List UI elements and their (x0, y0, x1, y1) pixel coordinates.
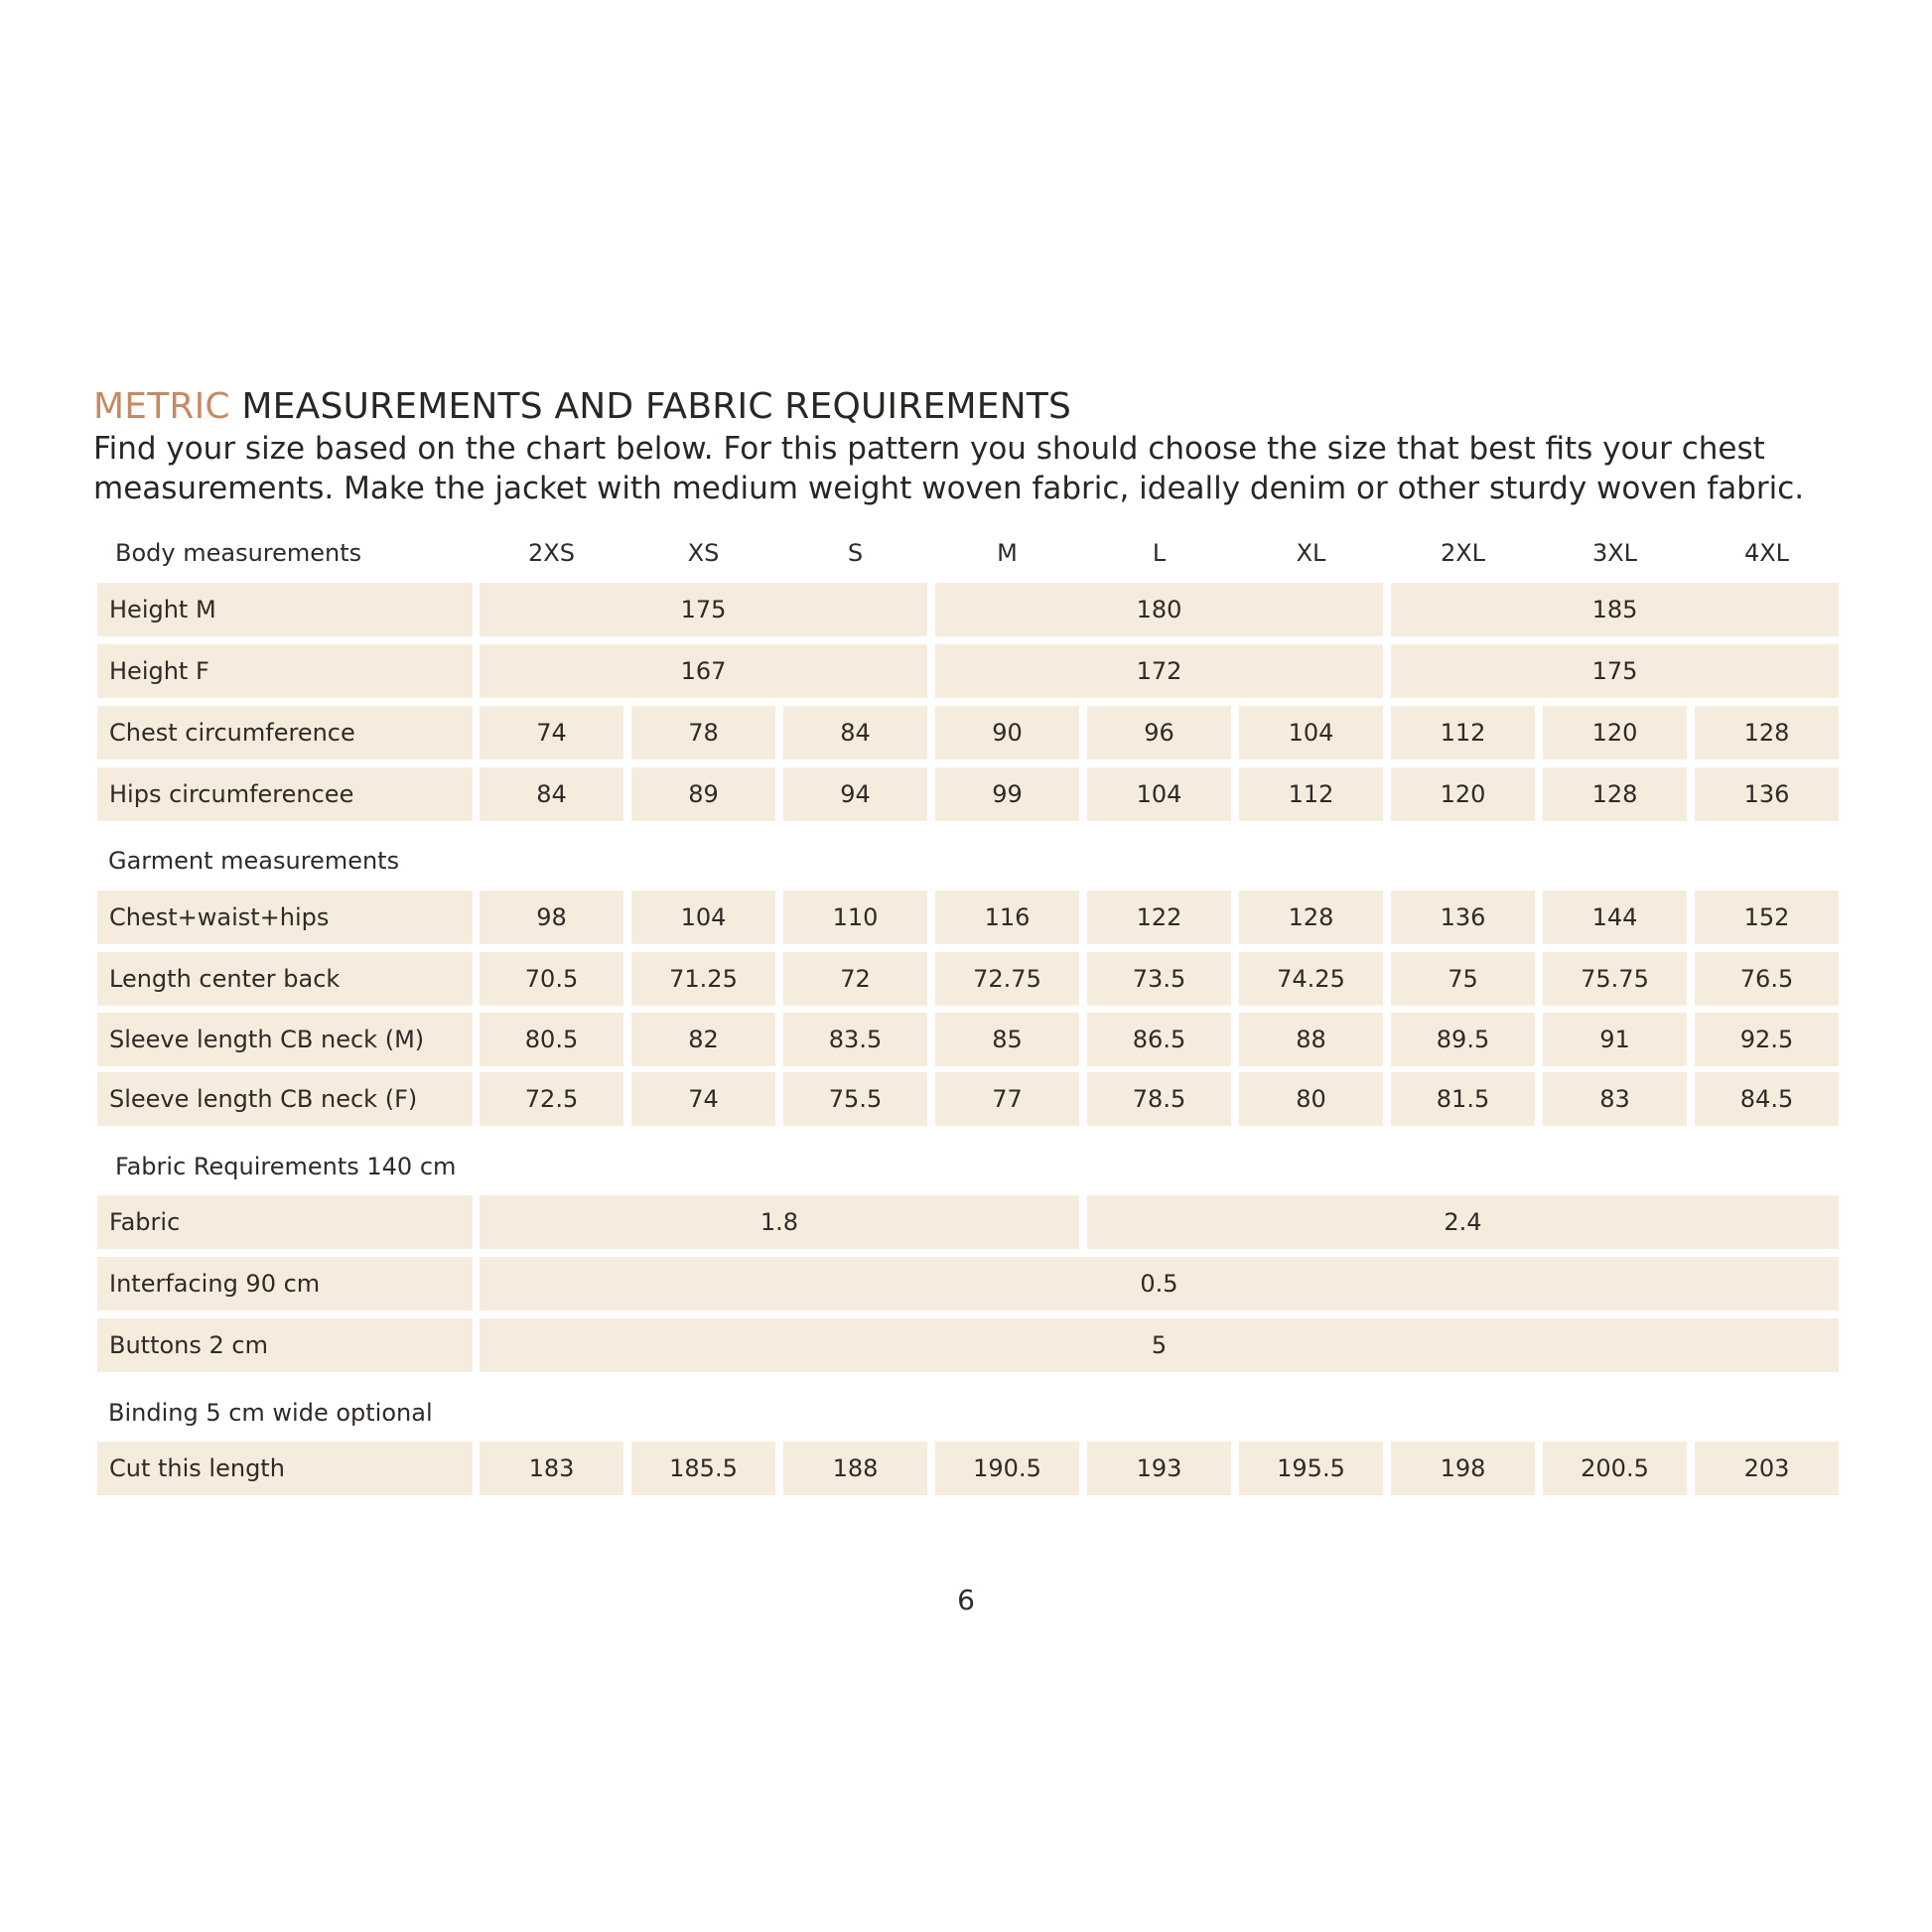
row-label-length-center-back: Length center back (97, 952, 473, 1006)
table-cell: 88 (1239, 1013, 1383, 1066)
table-cell: 175 (480, 583, 927, 636)
table-cell: 83 (1543, 1072, 1687, 1126)
row-label-buttons-2-cm: Buttons 2 cm (97, 1318, 473, 1372)
table-cell: 128 (1695, 706, 1839, 759)
section-heading-body: Body measurements (115, 539, 362, 567)
table-cell: 81.5 (1391, 1072, 1535, 1126)
table-cell: 5 (480, 1318, 1839, 1372)
table-cell: 75.5 (783, 1072, 927, 1126)
table-cell: 144 (1543, 891, 1687, 944)
table-cell: 120 (1543, 706, 1687, 759)
section-heading-garment: Garment measurements (108, 847, 400, 875)
row-label-cut-this-length: Cut this length (97, 1442, 473, 1495)
row-label-height-f: Height F (97, 644, 473, 698)
row-label-chest-circumference: Chest circumference (97, 706, 473, 759)
table-cell: 188 (783, 1442, 927, 1495)
intro-paragraph (93, 429, 1861, 508)
size-header-4xl: 4XL (1743, 539, 1790, 567)
table-cell: 112 (1391, 706, 1535, 759)
table-cell: 78 (631, 706, 775, 759)
table-cell: 128 (1239, 891, 1383, 944)
table-cell: 1.8 (480, 1195, 1079, 1249)
table-cell: 195.5 (1239, 1442, 1383, 1495)
table-cell: 71.25 (631, 952, 775, 1006)
table-cell: 180 (935, 583, 1383, 636)
table-cell: 89.5 (1391, 1013, 1535, 1066)
table-cell: 75 (1391, 952, 1535, 1006)
row-label-chest-waist-hips: Chest+waist+hips (97, 891, 473, 944)
table-cell: 96 (1087, 706, 1231, 759)
table-cell: 2.4 (1087, 1195, 1839, 1249)
row-label-sleeve-length-cb-neck-f: Sleeve length CB neck (F) (97, 1072, 473, 1126)
size-header-xs: XS (687, 539, 720, 567)
table-cell: 74.25 (1239, 952, 1383, 1006)
size-header-l: L (1152, 539, 1167, 567)
table-cell: 136 (1695, 767, 1839, 821)
table-cell: 167 (480, 644, 927, 698)
table-cell: 104 (1239, 706, 1383, 759)
table-cell: 120 (1391, 767, 1535, 821)
table-cell: 203 (1695, 1442, 1839, 1495)
size-header-2xl: 2XL (1440, 539, 1486, 567)
table-cell: 128 (1543, 767, 1687, 821)
row-label-interfacing-90-cm: Interfacing 90 cm (97, 1257, 473, 1311)
section-heading-binding: Binding 5 cm wide optional (108, 1399, 433, 1427)
table-cell: 104 (631, 891, 775, 944)
table-cell: 84.5 (1695, 1072, 1839, 1126)
table-cell: 91 (1543, 1013, 1687, 1066)
table-cell: 190.5 (935, 1442, 1079, 1495)
table-cell: 94 (783, 767, 927, 821)
page-title (93, 385, 1071, 429)
table-cell: 198 (1391, 1442, 1535, 1495)
table-cell: 86.5 (1087, 1013, 1231, 1066)
table-cell: 78.5 (1087, 1072, 1231, 1126)
table-cell: 80 (1239, 1072, 1383, 1126)
table-cell: 175 (1391, 644, 1839, 698)
table-cell: 152 (1695, 891, 1839, 944)
table-cell: 136 (1391, 891, 1535, 944)
row-label-hips-circumferencee: Hips circumferencee (97, 767, 473, 821)
size-header-3xl: 3XL (1591, 539, 1638, 567)
intro-line-1: Find your size based on the chart below. For this pattern you should choose the size that best fits your chest (93, 431, 1765, 467)
table-cell: 185 (1391, 583, 1839, 636)
table-cell: 90 (935, 706, 1079, 759)
size-header-xl: XL (1296, 539, 1326, 567)
table-cell: 185.5 (631, 1442, 775, 1495)
table-cell: 73.5 (1087, 952, 1231, 1006)
table-cell: 99 (935, 767, 1079, 821)
size-header-m: M (997, 539, 1018, 567)
row-label-fabric: Fabric (97, 1195, 473, 1249)
table-cell: 193 (1087, 1442, 1231, 1495)
table-cell: 172 (935, 644, 1383, 698)
table-cell: 92.5 (1695, 1013, 1839, 1066)
table-cell: 76.5 (1695, 952, 1839, 1006)
table-cell: 72.75 (935, 952, 1079, 1006)
table-cell: 84 (783, 706, 927, 759)
table-cell: 104 (1087, 767, 1231, 821)
table-cell: 110 (783, 891, 927, 944)
table-cell: 98 (480, 891, 623, 944)
size-header-s: S (847, 539, 864, 567)
section-heading-fabric: Fabric Requirements 140 cm (115, 1153, 457, 1180)
table-cell: 80.5 (480, 1013, 623, 1066)
size-header-2xs: 2XS (528, 539, 575, 567)
table-cell: 0.5 (480, 1257, 1839, 1311)
table-cell: 200.5 (1543, 1442, 1687, 1495)
table-cell: 70.5 (480, 952, 623, 1006)
table-cell: 89 (631, 767, 775, 821)
table-cell: 112 (1239, 767, 1383, 821)
row-label-sleeve-length-cb-neck-m: Sleeve length CB neck (M) (97, 1013, 473, 1066)
table-cell: 116 (935, 891, 1079, 944)
table-cell: 84 (480, 767, 623, 821)
row-label-height-m: Height M (97, 583, 473, 636)
title-accent: METRIC (93, 386, 230, 427)
table-cell: 72.5 (480, 1072, 623, 1126)
table-cell: 77 (935, 1072, 1079, 1126)
table-cell: 74 (480, 706, 623, 759)
title-rest: MEASUREMENTS AND FABRIC REQUIREMENTS (241, 386, 1072, 427)
table-cell: 85 (935, 1013, 1079, 1066)
table-cell: 74 (631, 1072, 775, 1126)
table-cell: 83.5 (783, 1013, 927, 1066)
table-cell: 72 (783, 952, 927, 1006)
intro-line-2: measurements. Make the jacket with medium weight woven fabric, ideally denim or other sturdy woven fabric. (93, 471, 1805, 506)
table-cell: 82 (631, 1013, 775, 1066)
table-cell: 75.75 (1543, 952, 1687, 1006)
page-number: 6 (957, 1584, 975, 1616)
table-cell: 122 (1087, 891, 1231, 944)
table-cell: 183 (480, 1442, 623, 1495)
